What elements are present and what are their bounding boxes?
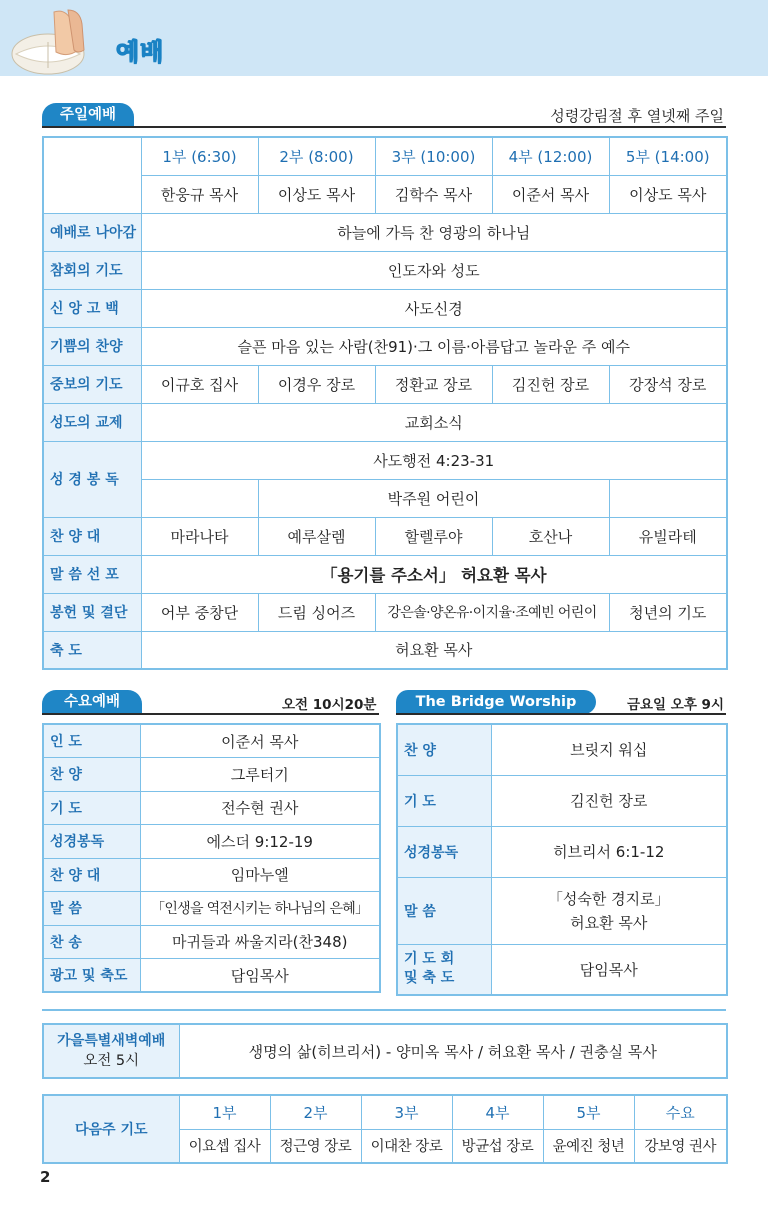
row-label: 성 경 봉 독 (43, 441, 141, 517)
word-cell (491, 877, 727, 944)
row-value: 담임목사 (140, 959, 380, 993)
row-label: 찬 양 대 (43, 858, 140, 892)
intercessor: 이경우 장로 (258, 365, 375, 403)
row-label: 축 도 (43, 631, 141, 669)
row-label: 성도의 교제 (43, 403, 141, 441)
row-label: 성경봉독 (397, 826, 491, 877)
praying-hands-bible-icon (8, 4, 112, 76)
row-value: 임마누엘 (140, 858, 380, 892)
closing-label-line: 기 도 회 (404, 951, 455, 968)
offering-group: 어부 중창단 (141, 593, 258, 631)
page-header (0, 0, 768, 76)
bridge-worship-table (396, 723, 728, 996)
closing-label-line: 및 축 도 (404, 970, 455, 987)
leaders-row (43, 175, 727, 213)
dawn-worship-table (42, 1023, 728, 1079)
next-week-name: 윤예진 청년 (543, 1129, 634, 1163)
next-week-header: 1부 (179, 1095, 270, 1129)
call-to-worship: 하늘에 가득 찬 영광의 하나님 (141, 213, 727, 251)
offering-group: 청년의 기도 (609, 593, 727, 631)
service-leader: 이상도 목사 (609, 175, 727, 213)
wednesday-worship-tab: 수요예배 (42, 690, 142, 714)
blank-cell (141, 479, 258, 517)
row-label: 찬 양 (43, 758, 140, 792)
blank-cell (609, 479, 727, 517)
intercessor: 정환교 장로 (375, 365, 492, 403)
wednesday-worship-table (42, 723, 381, 993)
fellowship: 교회소식 (141, 403, 727, 441)
next-week-prayer-table (42, 1094, 728, 1164)
service-time: 3부 (10:00) (375, 137, 492, 175)
next-week-name: 정근영 장로 (270, 1129, 361, 1163)
row-value: 전수현 권사 (140, 791, 380, 825)
row-label: 기쁨의 찬양 (43, 327, 141, 365)
next-week-name: 이요셉 집사 (179, 1129, 270, 1163)
choir-name: 유빌라테 (609, 517, 727, 555)
next-week-name: 이대찬 장로 (361, 1129, 452, 1163)
page-title: 예배 (116, 38, 165, 66)
row-label: 찬 양 대 (43, 517, 141, 555)
row-label: 성경봉독 (43, 825, 140, 859)
service-time: 2부 (8:00) (258, 137, 375, 175)
row-label: 말 씀 선 포 (43, 555, 141, 593)
season-label: 성령강림절 후 열넷째 주일 (550, 107, 724, 125)
service-time: 5부 (14:00) (609, 137, 727, 175)
choir-name: 예루살렘 (258, 517, 375, 555)
next-week-header: 2부 (270, 1095, 361, 1129)
row-label: 봉헌 및 결단 (43, 593, 141, 631)
dawn-label: 가을특별새벽예배 (57, 1033, 166, 1049)
row-label: 중보의 기도 (43, 365, 141, 403)
section-divider (42, 713, 379, 715)
next-week-header: 3부 (361, 1095, 452, 1129)
row-label (397, 944, 491, 995)
section-divider (42, 1009, 726, 1011)
row-value: 브릿지 워십 (491, 724, 727, 775)
page-number: 2 (40, 1168, 51, 1186)
scripture-reading: 사도행전 4:23-31 (141, 441, 727, 479)
row-value: 「인생을 역전시키는 하나님의 은혜」 (140, 892, 380, 926)
row-label: 신 앙 고 백 (43, 289, 141, 327)
row-label: 참회의 기도 (43, 251, 141, 289)
service-time: 4부 (12:00) (492, 137, 609, 175)
next-week-header: 수요 (634, 1095, 727, 1129)
row-value: 히브리서 6:1-12 (491, 826, 727, 877)
section-divider (396, 713, 726, 715)
service-leader: 김학수 목사 (375, 175, 492, 213)
row-value: 김진헌 장로 (491, 775, 727, 826)
benediction: 허요환 목사 (141, 631, 727, 669)
row-label: 찬 양 (397, 724, 491, 775)
service-leader: 이준서 목사 (492, 175, 609, 213)
sunday-worship-tab: 주일예배 (42, 103, 134, 127)
offering-group: 강은솔·양온유·이지율·조예빈 어린이 (375, 593, 609, 631)
intercessor: 강장석 장로 (609, 365, 727, 403)
row-value: 마귀들과 싸울지라(찬348) (140, 925, 380, 959)
dawn-content: 생명의 삶(히브리서) - 양미옥 목사 / 허요환 목사 / 권충실 목사 (179, 1024, 727, 1078)
row-value: 담임목사 (491, 944, 727, 995)
service-times-row (43, 137, 727, 175)
creed: 사도신경 (141, 289, 727, 327)
choir-name: 마라나타 (141, 517, 258, 555)
choir-name: 호산나 (492, 517, 609, 555)
dawn-label-cell (43, 1024, 179, 1078)
sunday-worship-table (42, 136, 728, 670)
choir-name: 할렐루야 (375, 517, 492, 555)
sermon-title: 「용기를 주소서」 허요환 목사 (141, 555, 727, 593)
next-week-header: 5부 (543, 1095, 634, 1129)
intercessor: 김진헌 장로 (492, 365, 609, 403)
row-label: 기 도 (397, 775, 491, 826)
row-label: 기 도 (43, 791, 140, 825)
row-label: 인 도 (43, 724, 140, 758)
wednesday-time: 오전 10시20분 (282, 697, 377, 713)
row-label: 광고 및 축도 (43, 959, 140, 993)
blank-cell (43, 137, 141, 213)
row-value: 이준서 목사 (140, 724, 380, 758)
next-week-name: 강보영 권사 (634, 1129, 727, 1163)
row-label: 말 씀 (43, 892, 140, 926)
next-week-label: 다음주 기도 (43, 1095, 179, 1163)
section-divider (42, 126, 726, 128)
service-time: 1부 (6:30) (141, 137, 258, 175)
next-week-header: 4부 (452, 1095, 543, 1129)
row-label: 말 씀 (397, 877, 491, 944)
confession: 인도자와 성도 (141, 251, 727, 289)
praise-songs: 슬픈 마음 있는 사람(찬91)·그 이름·아름답고 놀라운 주 예수 (141, 327, 727, 365)
dawn-time: 오전 5시 (83, 1053, 140, 1069)
row-label: 예배로 나아감 (43, 213, 141, 251)
intercessor: 이규호 집사 (141, 365, 258, 403)
row-value: 그루터기 (140, 758, 380, 792)
bridge-time: 금요일 오후 9시 (626, 697, 724, 713)
word-title: 「성숙한 경지로」 (547, 889, 670, 908)
row-value: 에스더 9:12-19 (140, 825, 380, 859)
next-week-name: 방균섭 장로 (452, 1129, 543, 1163)
bridge-worship-tab: The Bridge Worship (396, 690, 596, 714)
service-leader: 한웅규 목사 (141, 175, 258, 213)
scripture-reader: 박주원 어린이 (258, 479, 609, 517)
service-leader: 이상도 목사 (258, 175, 375, 213)
word-speaker: 허요환 목사 (570, 913, 648, 932)
row-label: 찬 송 (43, 925, 140, 959)
offering-group: 드림 싱어즈 (258, 593, 375, 631)
